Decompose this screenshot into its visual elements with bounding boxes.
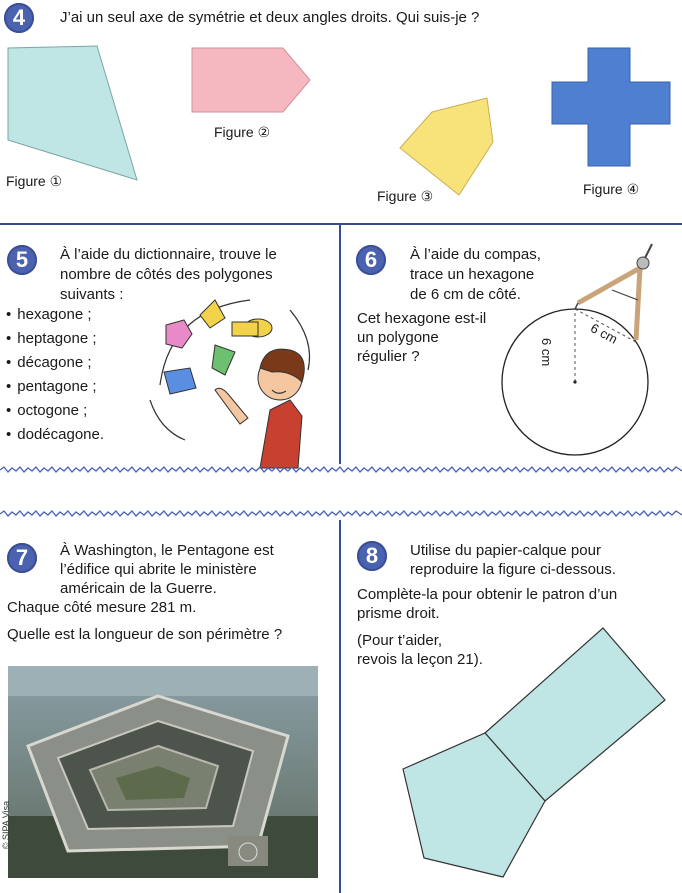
radius-label: 6 cm	[539, 338, 554, 367]
exercise-6-line-3: de 6 cm de côté.	[410, 286, 521, 303]
exercise-6-badge: 6	[356, 245, 386, 275]
exercise-7-line-4: Chaque côté mesure 281 m.	[7, 599, 197, 616]
exercise-7-line-1: À Washington, le Pentagone est	[60, 542, 274, 559]
figure-4-label: Figure ④	[583, 181, 640, 197]
exercise-6-question-line-2: un polygone	[357, 329, 439, 346]
exercise-7-line-3: américain de la Guerre.	[60, 580, 217, 597]
exercise-5-intro-line-1: À l’aide du dictionnaire, trouve le	[60, 246, 277, 263]
figure-3-label: Figure ③	[377, 188, 434, 204]
exercise-6-question-line-1: Cet hexagone est-il	[357, 310, 487, 327]
exercise-6-line-1: À l’aide du compas,	[410, 246, 541, 263]
exercise-8-badge: 8	[357, 541, 387, 571]
exercise-4-badge: 4	[4, 3, 34, 33]
exercise-8-line-2: reproduire la figure ci-dessous.	[410, 561, 616, 578]
list-item: • décagone ;	[6, 351, 104, 375]
figure-1-label: Figure ①	[6, 173, 63, 189]
exercise-8-line-6: revois la leçon 21).	[357, 651, 483, 668]
figure-2-label: Figure ②	[214, 124, 271, 140]
exercise-5-intro-line-2: nombre de côtés des polygones	[60, 266, 273, 283]
chord-label: 6 cm	[588, 320, 621, 347]
exercise-7-question: Quelle est la longueur de son périmètre ?	[7, 626, 283, 643]
exercise-7-line-2: l’édifice qui abrite le ministère	[60, 561, 257, 578]
list-item: • octogone ;	[6, 399, 104, 423]
photo-credit: © SIPA Visa	[1, 800, 12, 850]
exercise-8-line-4: prisme droit.	[357, 605, 440, 622]
list-item: • dodécagone.	[6, 423, 104, 447]
exercise-5-badge: 5	[7, 245, 37, 275]
exercise-8-line-5: (Pour t’aider,	[357, 632, 443, 649]
exercise-7-badge: 7	[7, 543, 37, 573]
exercise-8-line-1: Utilise du papier-calque pour	[410, 542, 601, 559]
list-item: • heptagone ;	[6, 327, 104, 351]
exercise-8-line-3: Complète-la pour obtenir le patron d’un	[357, 586, 618, 603]
exercise-5-intro-line-3: suivants :	[60, 286, 124, 303]
list-item: • hexagone ;	[6, 303, 104, 327]
list-item: • pentagone ;	[6, 375, 104, 399]
exercise-6-question-line-3: régulier ?	[357, 348, 420, 365]
exercise-6-line-2: trace un hexagone	[410, 266, 535, 283]
exercise-4-question: J’ai un seul axe de symétrie et deux angles droits. Qui suis-je ?	[60, 9, 480, 26]
